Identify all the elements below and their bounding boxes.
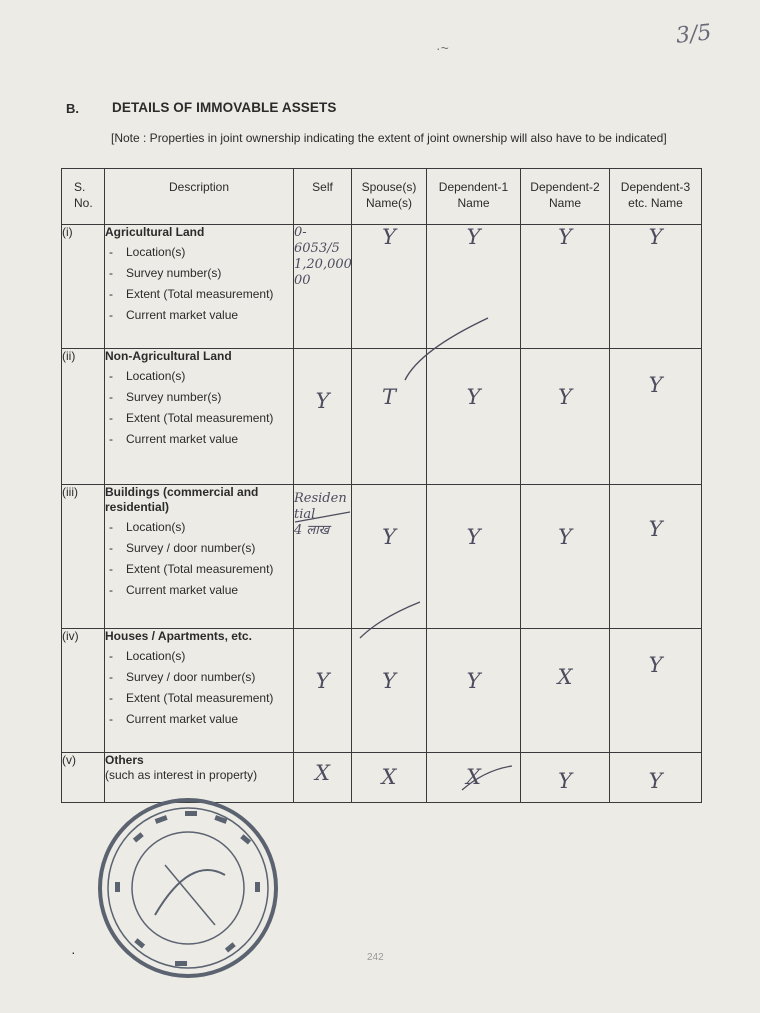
table-row (62, 225, 702, 349)
self-entry: Residen tial 4 लाख (294, 485, 352, 629)
list-item: - Extent (Total measurement) (107, 286, 293, 302)
handwritten-page-number: 3/5 (674, 20, 713, 49)
row-sno: (ii) (62, 349, 105, 485)
header-spouse: Spouse(s) Name(s) (352, 169, 427, 225)
row-description (105, 629, 294, 753)
row-category: Non-Agricultural Land (105, 349, 232, 363)
dependent-2-entry: Y (521, 485, 610, 629)
dependent-3-entry: Y (610, 349, 702, 485)
spouse-entry: X (352, 753, 427, 803)
dependent-2-entry: X (521, 629, 610, 753)
row-sno: (i) (62, 225, 105, 349)
dependent-2-entry: Y (521, 753, 610, 803)
self-entry: X (294, 753, 352, 803)
official-seal-stamp (95, 795, 281, 981)
header-dependent-1: Dependent-1 Name (427, 169, 521, 225)
list-item: - Extent (Total measurement) (107, 561, 293, 577)
header-sno: S. No. (62, 169, 105, 225)
row-subtext: (such as interest in property) (105, 768, 258, 782)
row-category: Houses / Apartments, etc. (105, 629, 252, 643)
list-item: - Location(s) (107, 519, 293, 535)
dependent-2-entry: Y (521, 225, 610, 349)
row-description (105, 485, 294, 629)
row-description (105, 225, 294, 349)
immovable-assets-table (61, 168, 702, 803)
table-row (62, 485, 702, 629)
dependent-3-entry: Y (610, 225, 702, 349)
dependent-3-entry: Y (610, 753, 702, 803)
row-sno: (iv) (62, 629, 105, 753)
table-row (62, 629, 702, 753)
list-item: - Current market value (107, 431, 293, 447)
list-item: - Location(s) (107, 244, 293, 260)
dependent-1-entry: Y (427, 629, 521, 753)
header-dependent-2: Dependent-2 Name (521, 169, 610, 225)
self-entry: 0-6053/5 1,20,000 00 (294, 225, 352, 349)
list-item: - Survey / door number(s) (107, 669, 293, 685)
dependent-3-entry: Y (610, 629, 702, 753)
section-letter: B. (66, 101, 79, 116)
list-item: - Current market value (107, 711, 293, 727)
spouse-entry: Y (352, 629, 427, 753)
list-item: - Location(s) (107, 368, 293, 384)
dependent-1-entry: Y (427, 485, 521, 629)
list-item: - Extent (Total measurement) (107, 690, 293, 706)
list-item: - Current market value (107, 307, 293, 323)
row-sno: (v) (62, 753, 105, 803)
list-item: - Survey number(s) (107, 389, 293, 405)
row-category: Others (105, 753, 144, 767)
row-category: Buildings (commercial and residential) (105, 485, 259, 514)
header-description: Description (105, 169, 294, 225)
spouse-entry: Y (352, 485, 427, 629)
list-item: - Current market value (107, 582, 293, 598)
self-entry: Y (294, 349, 352, 485)
row-description (105, 349, 294, 485)
dependent-3-entry: Y (610, 485, 702, 629)
spouse-entry: T (352, 349, 427, 485)
footer-page-number: 242 (367, 952, 384, 963)
row-category: Agricultural Land (105, 225, 205, 239)
list-item: - Location(s) (107, 648, 293, 664)
self-entry: Y (294, 629, 352, 753)
list-item: - Survey / door number(s) (107, 540, 293, 556)
section-title: DETAILS OF IMMOVABLE ASSETS (112, 100, 337, 115)
row-sno: (iii) (62, 485, 105, 629)
section-note: [Note : Properties in joint ownership indicating the extent of joint ownership will also have to be indicated] (111, 131, 667, 145)
dependent-1-entry: X (427, 753, 521, 803)
header-dependent-3: Dependent-3 etc. Name (610, 169, 702, 225)
dependent-1-entry: Y (427, 225, 521, 349)
dependent-2-entry: Y (521, 349, 610, 485)
dependent-1-entry: Y (427, 349, 521, 485)
ink-speck: ·~ (436, 40, 449, 56)
table-row (62, 349, 702, 485)
ink-dot: · (71, 944, 76, 960)
header-self: Self (294, 169, 352, 225)
list-item: - Extent (Total measurement) (107, 410, 293, 426)
list-item: - Survey number(s) (107, 265, 293, 281)
spouse-entry: Y (352, 225, 427, 349)
